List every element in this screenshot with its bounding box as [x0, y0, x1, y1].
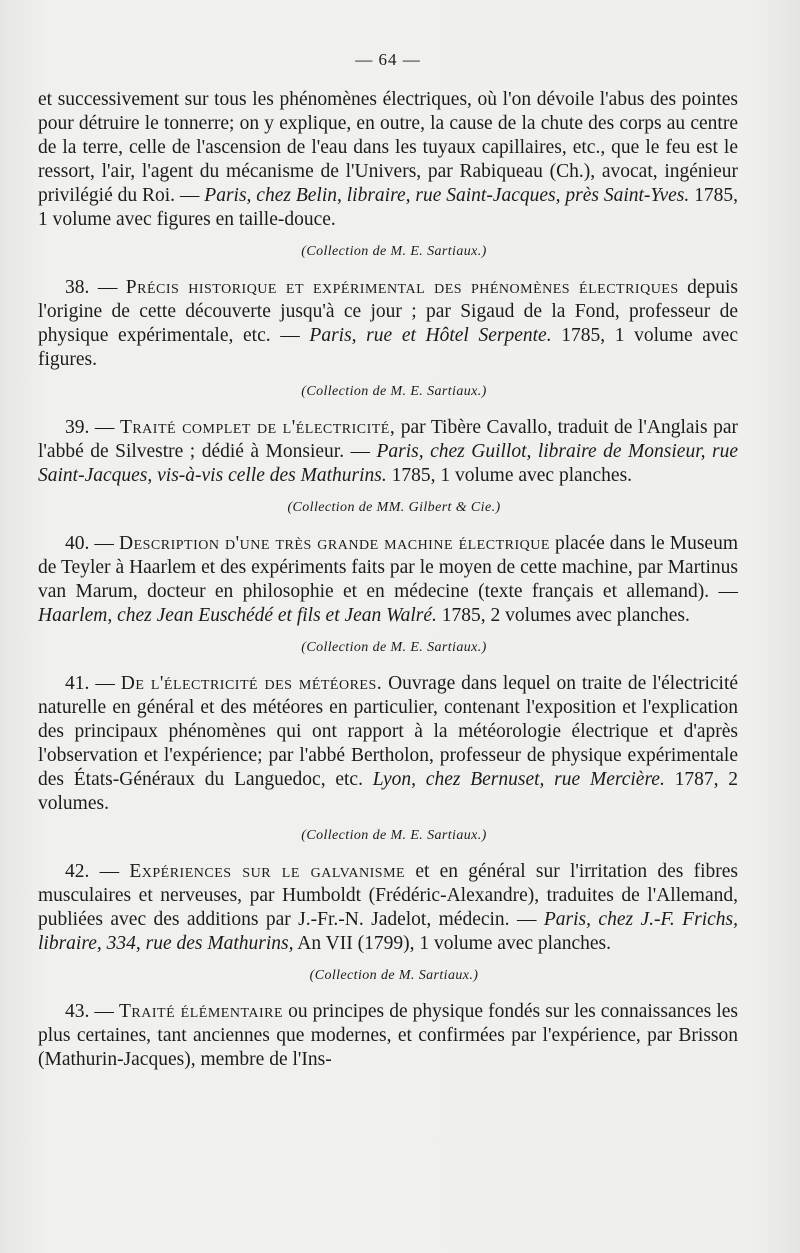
- entry-title: Traité élémentaire: [119, 1001, 284, 1022]
- entry-number: 41. —: [65, 673, 121, 694]
- entry-imprint: Paris, chez J.-F. Frichs, libraire, 334, rue des Mathurins,: [38, 909, 738, 954]
- collection-note: (Collection de M. E. Sartiaux.): [301, 640, 487, 655]
- entry-tail: 1785, 1 volume avec figures.: [38, 325, 738, 370]
- entry-paragraph: [38, 276, 738, 372]
- catalog-entry-42: [38, 860, 738, 984]
- entry-tail: 1785, 1 volume avec figures en taille-douce.: [38, 185, 738, 230]
- entry-tail: 1787, 2 volumes.: [38, 769, 739, 814]
- entry-paragraph: [38, 672, 738, 816]
- entry-tail: 1785, 2 volumes avec planches.: [436, 605, 690, 626]
- entry-title: Précis historique et expérimental des phénomènes électriques: [125, 277, 679, 298]
- entry-paragraph: [38, 860, 738, 956]
- entry-body: par Tibère Cavallo, traduit de l'Anglais par l'abbé de Silvestre ; dédié à Monsieur. —: [38, 417, 738, 462]
- entry-number: 43. —: [65, 1001, 119, 1022]
- collection-note: (Collection de M. E. Sartiaux.): [301, 828, 487, 843]
- entry-title: Description d'une très grande machine électrique: [119, 533, 550, 554]
- continuation-entry: [38, 88, 738, 260]
- entry-paragraph: [38, 532, 738, 628]
- catalog-entry-39: [38, 416, 738, 516]
- collection-note: (Collection de M. E. Sartiaux.): [301, 244, 487, 259]
- entry-body: depuis l'origine de cette découverte jusqu'à ce jour ; par Sigaud de la Fond, professeur de physique expérimentale, etc. —: [38, 277, 738, 346]
- page-number: — 64 —: [355, 50, 421, 69]
- catalog-entry-40: [38, 532, 738, 656]
- entry-number: 39. —: [65, 417, 120, 438]
- entry-body: Ouvrage dans lequel on traite de l'électricité naturelle en général et des météores en particulier, contenant l'exposition et l'explication des principaux phénomènes qui ont rapport à la météorologie électrique et d'après l'observation et l'expérience; par l'abbé Bertholon, professeur de physique expérimentale des États-Généraux du Languedoc, etc.: [38, 673, 739, 790]
- entry-imprint: Paris, chez Belin, libraire, rue Saint-Jacques, près Saint-Yves.: [204, 185, 690, 206]
- catalog-entry-41: [38, 672, 738, 844]
- entry-title: De l'électricité des météores.: [120, 673, 383, 694]
- catalog-entry-38: [38, 276, 738, 400]
- entry-imprint: Paris, rue et Hôtel Serpente.: [309, 325, 552, 346]
- entry-number: 40. —: [65, 533, 119, 554]
- collection-note: (Collection de MM. Gilbert & Cie.): [287, 500, 501, 515]
- entry-number: 38. —: [65, 277, 126, 298]
- entry-paragraph: [38, 416, 738, 488]
- collection-note: (Collection de M. E. Sartiaux.): [301, 384, 487, 399]
- entry-imprint: Haarlem, chez Jean Euschédé et fils et Jean Walré.: [38, 605, 437, 626]
- entry-body: et successivement sur tous les phénomènes électriques, où l'on dévoile l'abus des pointes pour détruire le tonnerre; on y explique, en outre, la cause de la chute des corps au centre de la terre, celle de l'ascension de l'eau dans les tuyaux capillaires, etc., que le feu est le ressort, l'air, l'agent du mécanisme de l'Univers, par Rabiqueau (Ch.), avocat, ingénieur privilégié du Roi. —: [38, 89, 738, 206]
- collection-note: (Collection de M. Sartiaux.): [309, 968, 479, 983]
- entry-title: Expériences sur le galvanisme: [129, 861, 406, 882]
- entry-body: et en général sur l'irritation des fibres musculaires et nerveuses, par Humboldt (Frédéric-Alexandre), traduites de l'Allemand, publiées avec des additions par J.-Fr.-N. Jadelot, médecin. —: [38, 861, 738, 930]
- entry-title: Traité complet de l'électricité,: [119, 417, 396, 438]
- catalog-entry-43: [38, 1000, 738, 1072]
- entry-imprint: Lyon, chez Bernuset, rue Mercière.: [372, 769, 665, 790]
- entry-paragraph: [38, 88, 738, 232]
- entry-imprint: Paris, chez Guillot, libraire de Monsieur, rue Saint-Jacques, vis-à-vis celle des Mathurins.: [38, 441, 738, 486]
- entry-paragraph: [38, 1000, 738, 1072]
- entry-tail: An VII (1799), 1 volume avec planches.: [293, 933, 611, 954]
- entry-body: placée dans le Museum de Teyler à Haarlem et des expériments faits par le moyen de cette machine, par Martinus van Marum, docteur en philosophie et en médecine (texte français et allemand). —: [38, 533, 738, 602]
- entry-tail: 1785, 1 volume avec planches.: [386, 465, 633, 486]
- entry-number: 42. —: [65, 861, 130, 882]
- entry-body: ou principes de physique fondés sur les connaissances les plus certaines, tant anciennes que modernes, et confirmées par l'expérience, par Brisson (Mathurin-Jacques), membre de l'Ins-: [38, 1001, 738, 1070]
